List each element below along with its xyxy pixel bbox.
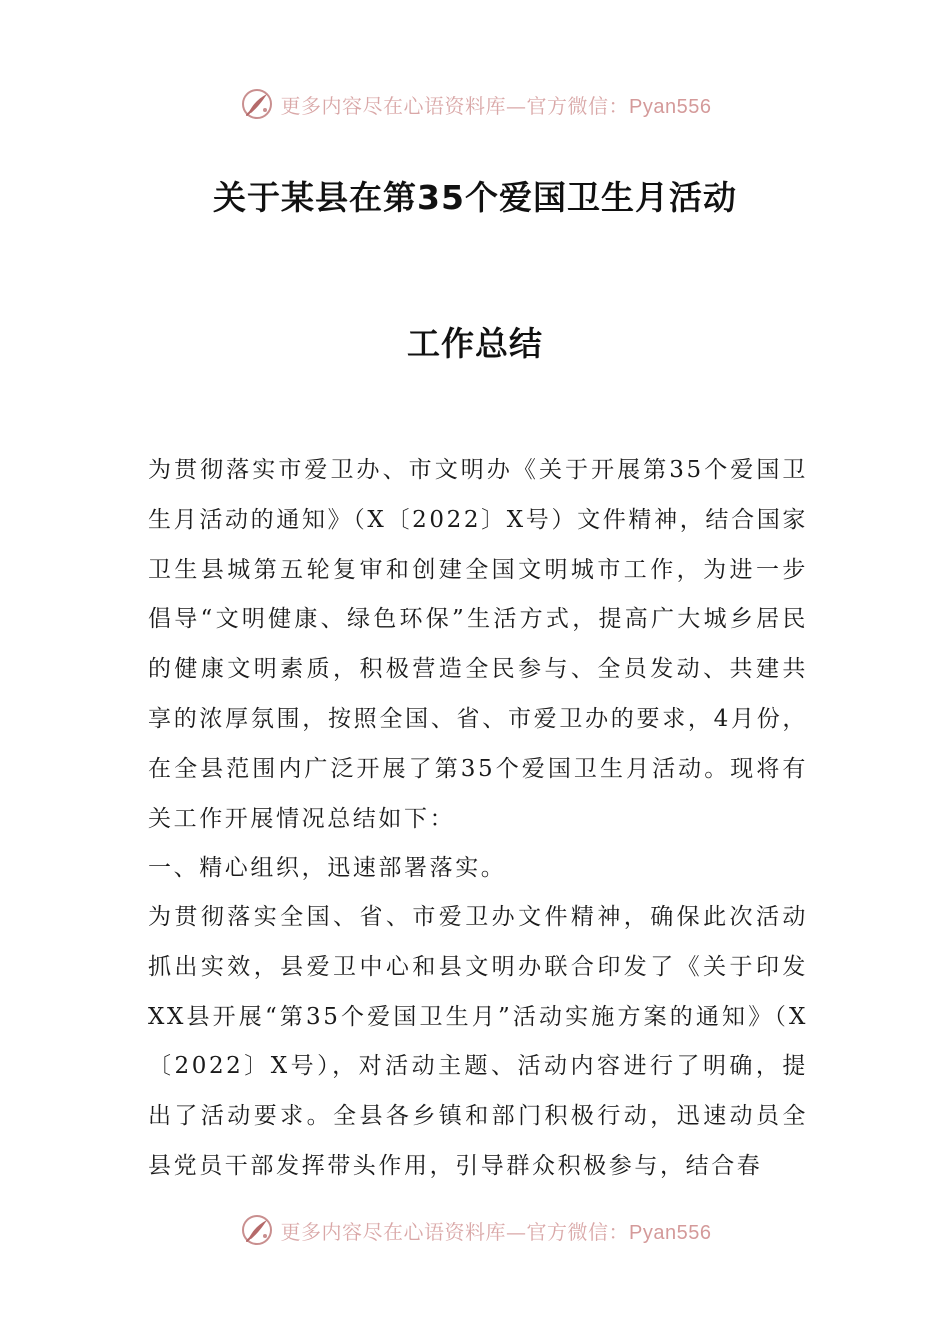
paragraph-intro: 为贯彻落实市爱卫办、市文明办《关于开展第35个爱国卫生月活动的通知》（X〔2022〕X号）文件精神，结合国家卫生县城第五轮复审和创建全国文明城市工作，为进一步倡导“文明健康、绿色环保”生活方式，提高广大城乡居民的健康文明素质，积极营造全民参与、全员发动、共建共享的浓厚氛围，按照全国、省、市爱卫办的要求，4月份，在全县范围内广泛开展了第35个爱国卫生月活动。现将有关工作开展情况总结如下： bbox=[148, 457, 808, 832]
watermark-wechat-id: Pyan556 bbox=[629, 1221, 712, 1244]
document-title-line-2: 工作总结 bbox=[407, 324, 543, 363]
quill-logo-icon bbox=[239, 86, 275, 122]
watermark-text: 更多内容尽在心语资料库—官方微信：Pyan556 bbox=[280, 93, 712, 118]
watermark-wechat-id: Pyan556 bbox=[629, 95, 712, 118]
document-title-line-1: 关于某县在第35个爱国卫生月活动 bbox=[213, 178, 737, 217]
paragraph-section-1: 为贯彻落实全国、省、市爱卫办文件精神，确保此次活动抓出实效，县爱卫中心和县文明办联合印发了《关于印发XX县开展“第35个爱国卫生月”活动实施方案的通知》（X〔2022〕X号），对活动主题、活动内容进行了明确，提出了活动要求。全县各乡镇和部门积极行动，迅速动员全县党员干部发挥带头作用，引导群众积极参与，结合春 bbox=[148, 904, 808, 1179]
section-heading-1: 一、精心组织，迅速部署落实。 bbox=[148, 855, 507, 881]
quill-logo-icon bbox=[239, 1212, 275, 1248]
watermark-header bbox=[0, 80, 950, 128]
watermark-text: 更多内容尽在心语资料库—官方微信：Pyan556 bbox=[280, 1219, 712, 1244]
watermark-footer bbox=[0, 1206, 950, 1254]
